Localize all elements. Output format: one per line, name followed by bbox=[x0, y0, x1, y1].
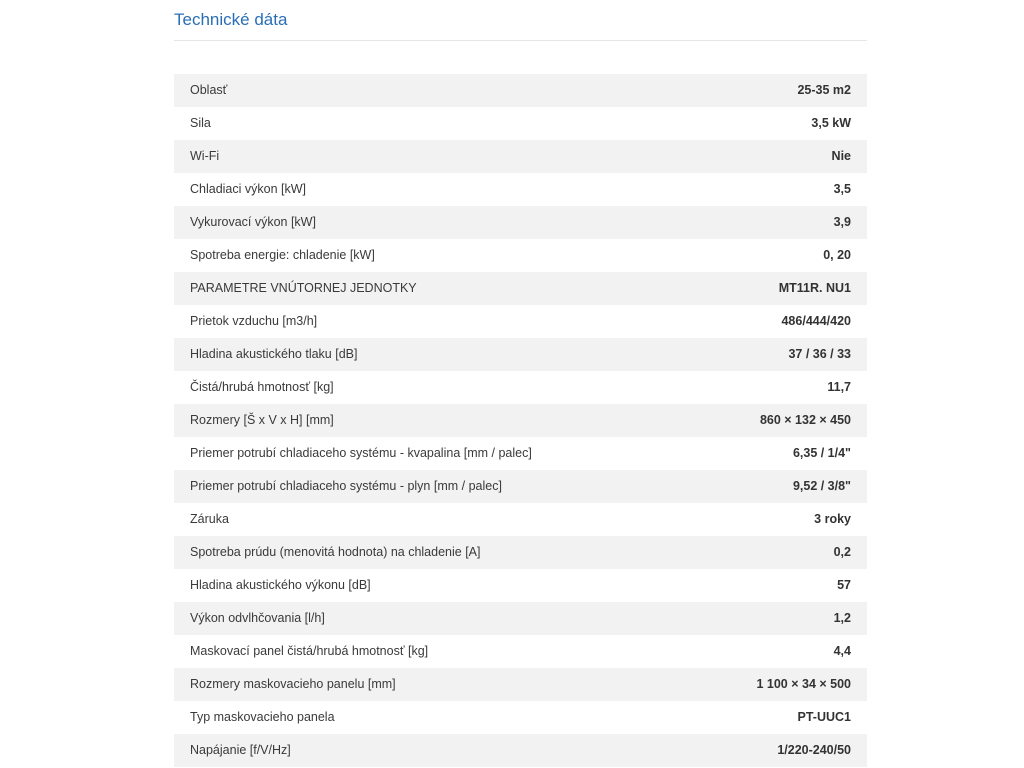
spec-label: Prietok vzduchu [m3/h] bbox=[190, 314, 318, 328]
spec-row bbox=[174, 74, 867, 107]
spec-value: 486/444/420 bbox=[781, 314, 851, 328]
spec-value: 1/220-240/50 bbox=[777, 743, 851, 757]
spec-row bbox=[174, 701, 867, 734]
spec-row bbox=[174, 206, 867, 239]
spec-value: 9,52 / 3/8" bbox=[792, 479, 851, 493]
spec-row bbox=[174, 602, 867, 635]
spec-label: Výkon odvlhčovania [l/h] bbox=[190, 611, 325, 625]
technical-data-section bbox=[174, 0, 867, 757]
spec-label: Napájanie [f/V/Hz] bbox=[190, 743, 291, 757]
spec-label: Typ maskovacieho panela bbox=[190, 710, 335, 724]
spec-value: MT11R. NU1 bbox=[778, 281, 851, 295]
spec-value: Nie bbox=[831, 149, 851, 163]
spec-value: 0,2 bbox=[833, 545, 851, 559]
spec-row bbox=[174, 635, 867, 668]
spec-value: 37 / 36 / 33 bbox=[788, 347, 851, 361]
spec-label: Priemer potrubí chladiaceho systému - kvapalina [mm / palec] bbox=[190, 446, 532, 460]
spec-label: Chladiaci výkon [kW] bbox=[190, 182, 307, 196]
section-title: Technické dáta bbox=[174, 0, 867, 41]
spec-row bbox=[174, 140, 867, 173]
spec-value: 3 roky bbox=[814, 512, 851, 526]
spec-label: Rozmery [Š x V x H] [mm] bbox=[190, 413, 334, 427]
spec-label: Záruka bbox=[190, 512, 229, 526]
spec-row bbox=[174, 239, 867, 272]
spec-label: Hladina akustického tlaku [dB] bbox=[190, 347, 358, 361]
spec-value: 3,9 bbox=[833, 215, 851, 229]
spec-row bbox=[174, 404, 867, 437]
spec-value: 3,5 kW bbox=[811, 116, 851, 130]
spec-value: 860 × 132 × 450 bbox=[759, 413, 851, 427]
spec-row bbox=[174, 107, 867, 140]
spec-row bbox=[174, 305, 867, 338]
spec-value: 1 100 × 34 × 500 bbox=[756, 677, 851, 691]
spec-label: Hladina akustického výkonu [dB] bbox=[190, 578, 371, 592]
spec-label: Spotreba prúdu (menovitá hodnota) na chladenie [A] bbox=[190, 545, 481, 559]
spec-row bbox=[174, 536, 867, 569]
spec-value: 25-35 m2 bbox=[797, 83, 851, 97]
specs-table-body bbox=[174, 74, 867, 767]
spec-value: 1,2 bbox=[833, 611, 851, 625]
spec-row bbox=[174, 668, 867, 701]
spec-label: Spotreba energie: chladenie [kW] bbox=[190, 248, 375, 262]
spec-label: Maskovací panel čistá/hrubá hmotnosť [kg] bbox=[190, 644, 429, 658]
spec-value: PT-UUC1 bbox=[797, 710, 851, 724]
spec-label: Čistá/hrubá hmotnosť [kg] bbox=[190, 380, 334, 394]
spec-row bbox=[174, 734, 867, 767]
spec-row bbox=[174, 272, 867, 305]
spec-value: 4,4 bbox=[833, 644, 851, 658]
spec-row bbox=[174, 503, 867, 536]
spec-value: 6,35 / 1/4" bbox=[792, 446, 851, 460]
spec-label: Vykurovací výkon [kW] bbox=[190, 215, 316, 229]
spec-value: 11,7 bbox=[827, 380, 851, 394]
spec-row bbox=[174, 371, 867, 404]
spec-label: PARAMETRE VNÚTORNEJ JEDNOTKY bbox=[190, 281, 417, 295]
spec-value: 0, 20 bbox=[823, 248, 851, 262]
spec-value: 3,5 bbox=[833, 182, 851, 196]
spec-label: Priemer potrubí chladiaceho systému - plyn [mm / palec] bbox=[190, 479, 502, 493]
spec-label: Wi-Fi bbox=[190, 149, 220, 163]
spec-value: 57 bbox=[837, 578, 851, 592]
spec-label: Oblasť bbox=[190, 83, 228, 97]
spec-row bbox=[174, 338, 867, 371]
spec-row bbox=[174, 437, 867, 470]
spec-label: Sila bbox=[190, 116, 211, 130]
specs-table bbox=[174, 74, 867, 767]
spec-row bbox=[174, 173, 867, 206]
spec-row bbox=[174, 569, 867, 602]
spec-label: Rozmery maskovacieho panelu [mm] bbox=[190, 677, 396, 691]
spec-row bbox=[174, 470, 867, 503]
